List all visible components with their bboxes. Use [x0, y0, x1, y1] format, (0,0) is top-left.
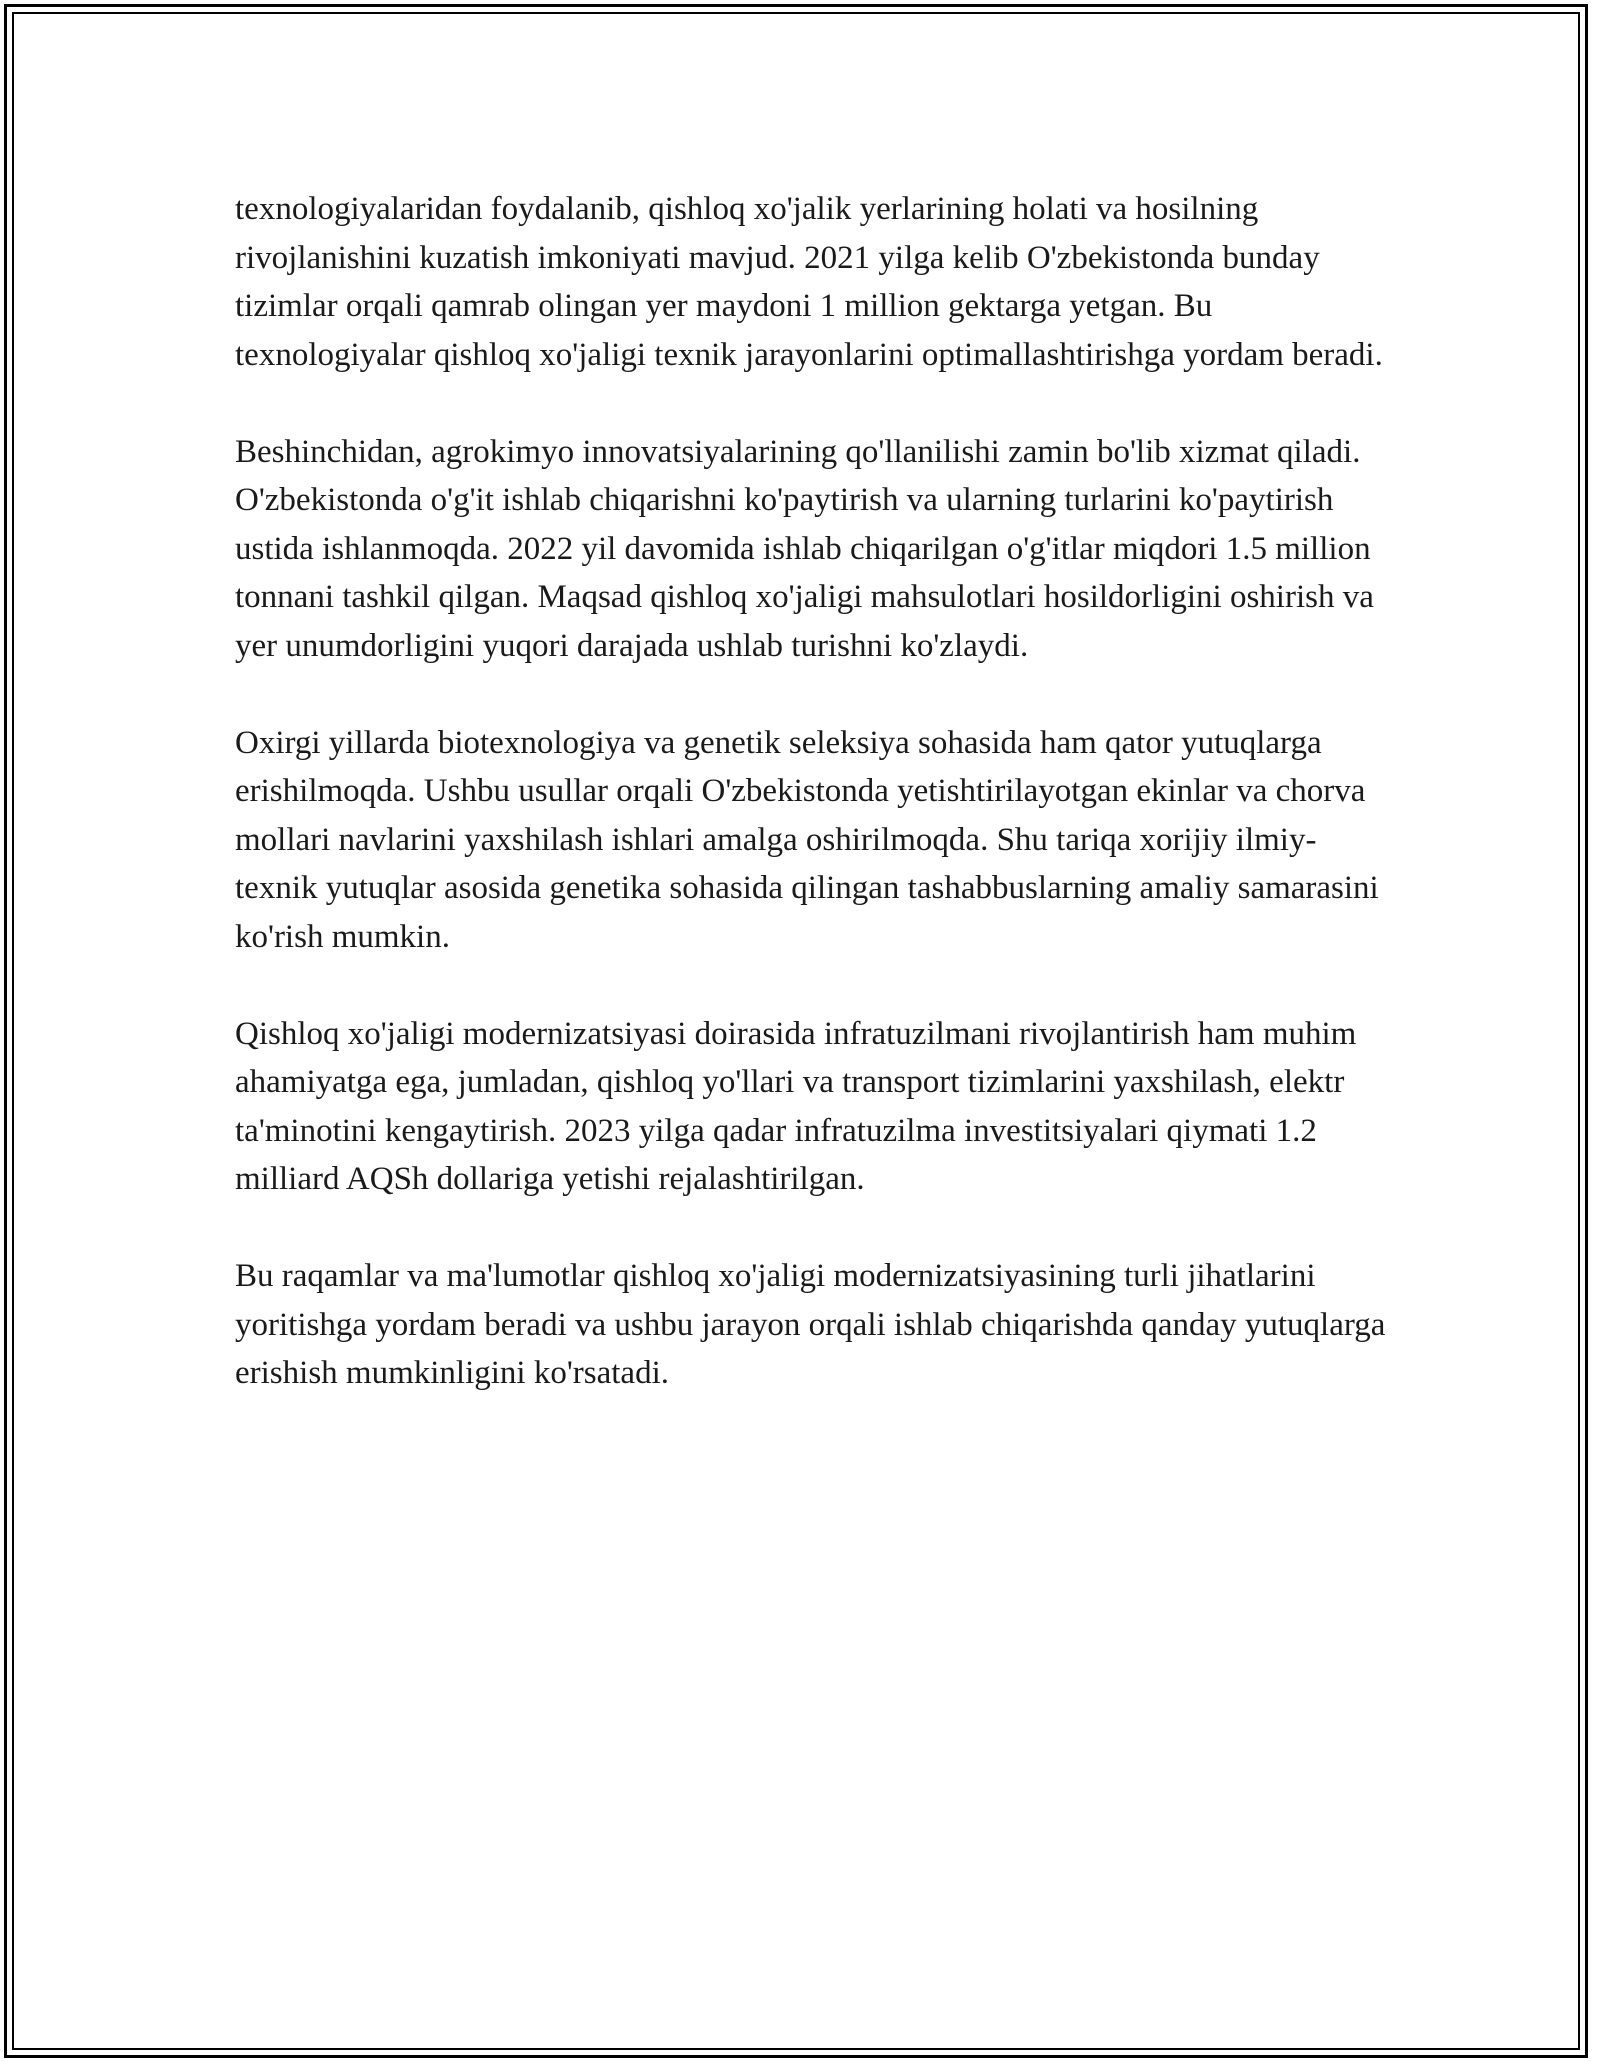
paragraph-1: texnologiyalaridan foydalanib, qishloq xo'jalik yerlarining holati va hosilning rivojlanishini kuzatish imkoniyati mavjud. 2021 yilga kelib O'zbekistonda bunday tizimlar orqali qamrab olingan yer maydoni 1 million gektarga yetgan. Bu texnologiyalar qishloq xo'jaligi texnik jarayonlarini optimallashtirishga yordam beradi. — [235, 191, 1383, 373]
paragraph-5: Bu raqamlar va ma'lumotlar qishloq xo'jaligi modernizatsiyasining turli jihatlarini yoritishga yordam beradi va ushbu jarayon orqali ishlab chiqarishda qanday yutuqlarga erishish mumkinligini ko'rsatadi. — [235, 1258, 1386, 1391]
paragraph-4: Qishloq xo'jaligi modernizatsiyasi doirasida infratuzilmani rivojlantirish ham muhim ahamiyatga ega, jumladan, qishloq yo'llari va transport tizimlarini yaxshilash, elektr ta'minotini kengaytirish. 2023 yilga qadar infratuzilma investitsiyalari qiymati 1.2 milliard AQSh dollariga yetishi rejalashtirilgan. — [235, 1015, 1357, 1197]
document-body — [235, 185, 1395, 1398]
paragraph-3: Oxirgi yillarda biotexnologiya va genetik seleksiya sohasida ham qator yutuqlarga erishilmoqda. Ushbu usullar orqali O'zbekistonda yetishtirilayotgan ekinlar va chorva mollari navlarini yaxshilash ishlari amalga oshirilmoqda. Shu tariqa xorijiy ilmiy-texnik yutuqlar asosida genetika sohasida qilingan tashabbuslarning amaliy samarasini ko'rish mumkin. — [235, 724, 1379, 955]
paragraph-2: Beshinchidan, agrokimyo innovatsiyalarining qo'llanilishi zamin bo'lib xizmat qiladi. O'zbekistonda o'g'it ishlab chiqarishni ko'paytirish va ularning turlarini ko'paytirish ustida ishlanmoqda. 2022 yil davomida ishlab chiqarilgan o'g'itlar miqdori 1.5 million tonnani tashkil qilgan. Maqsad qishloq xo'jaligi mahsulotlari hosildorligini oshirish va yer unumdorligini yuqori darajada ushlab turishni ko'zlaydi. — [235, 433, 1374, 664]
